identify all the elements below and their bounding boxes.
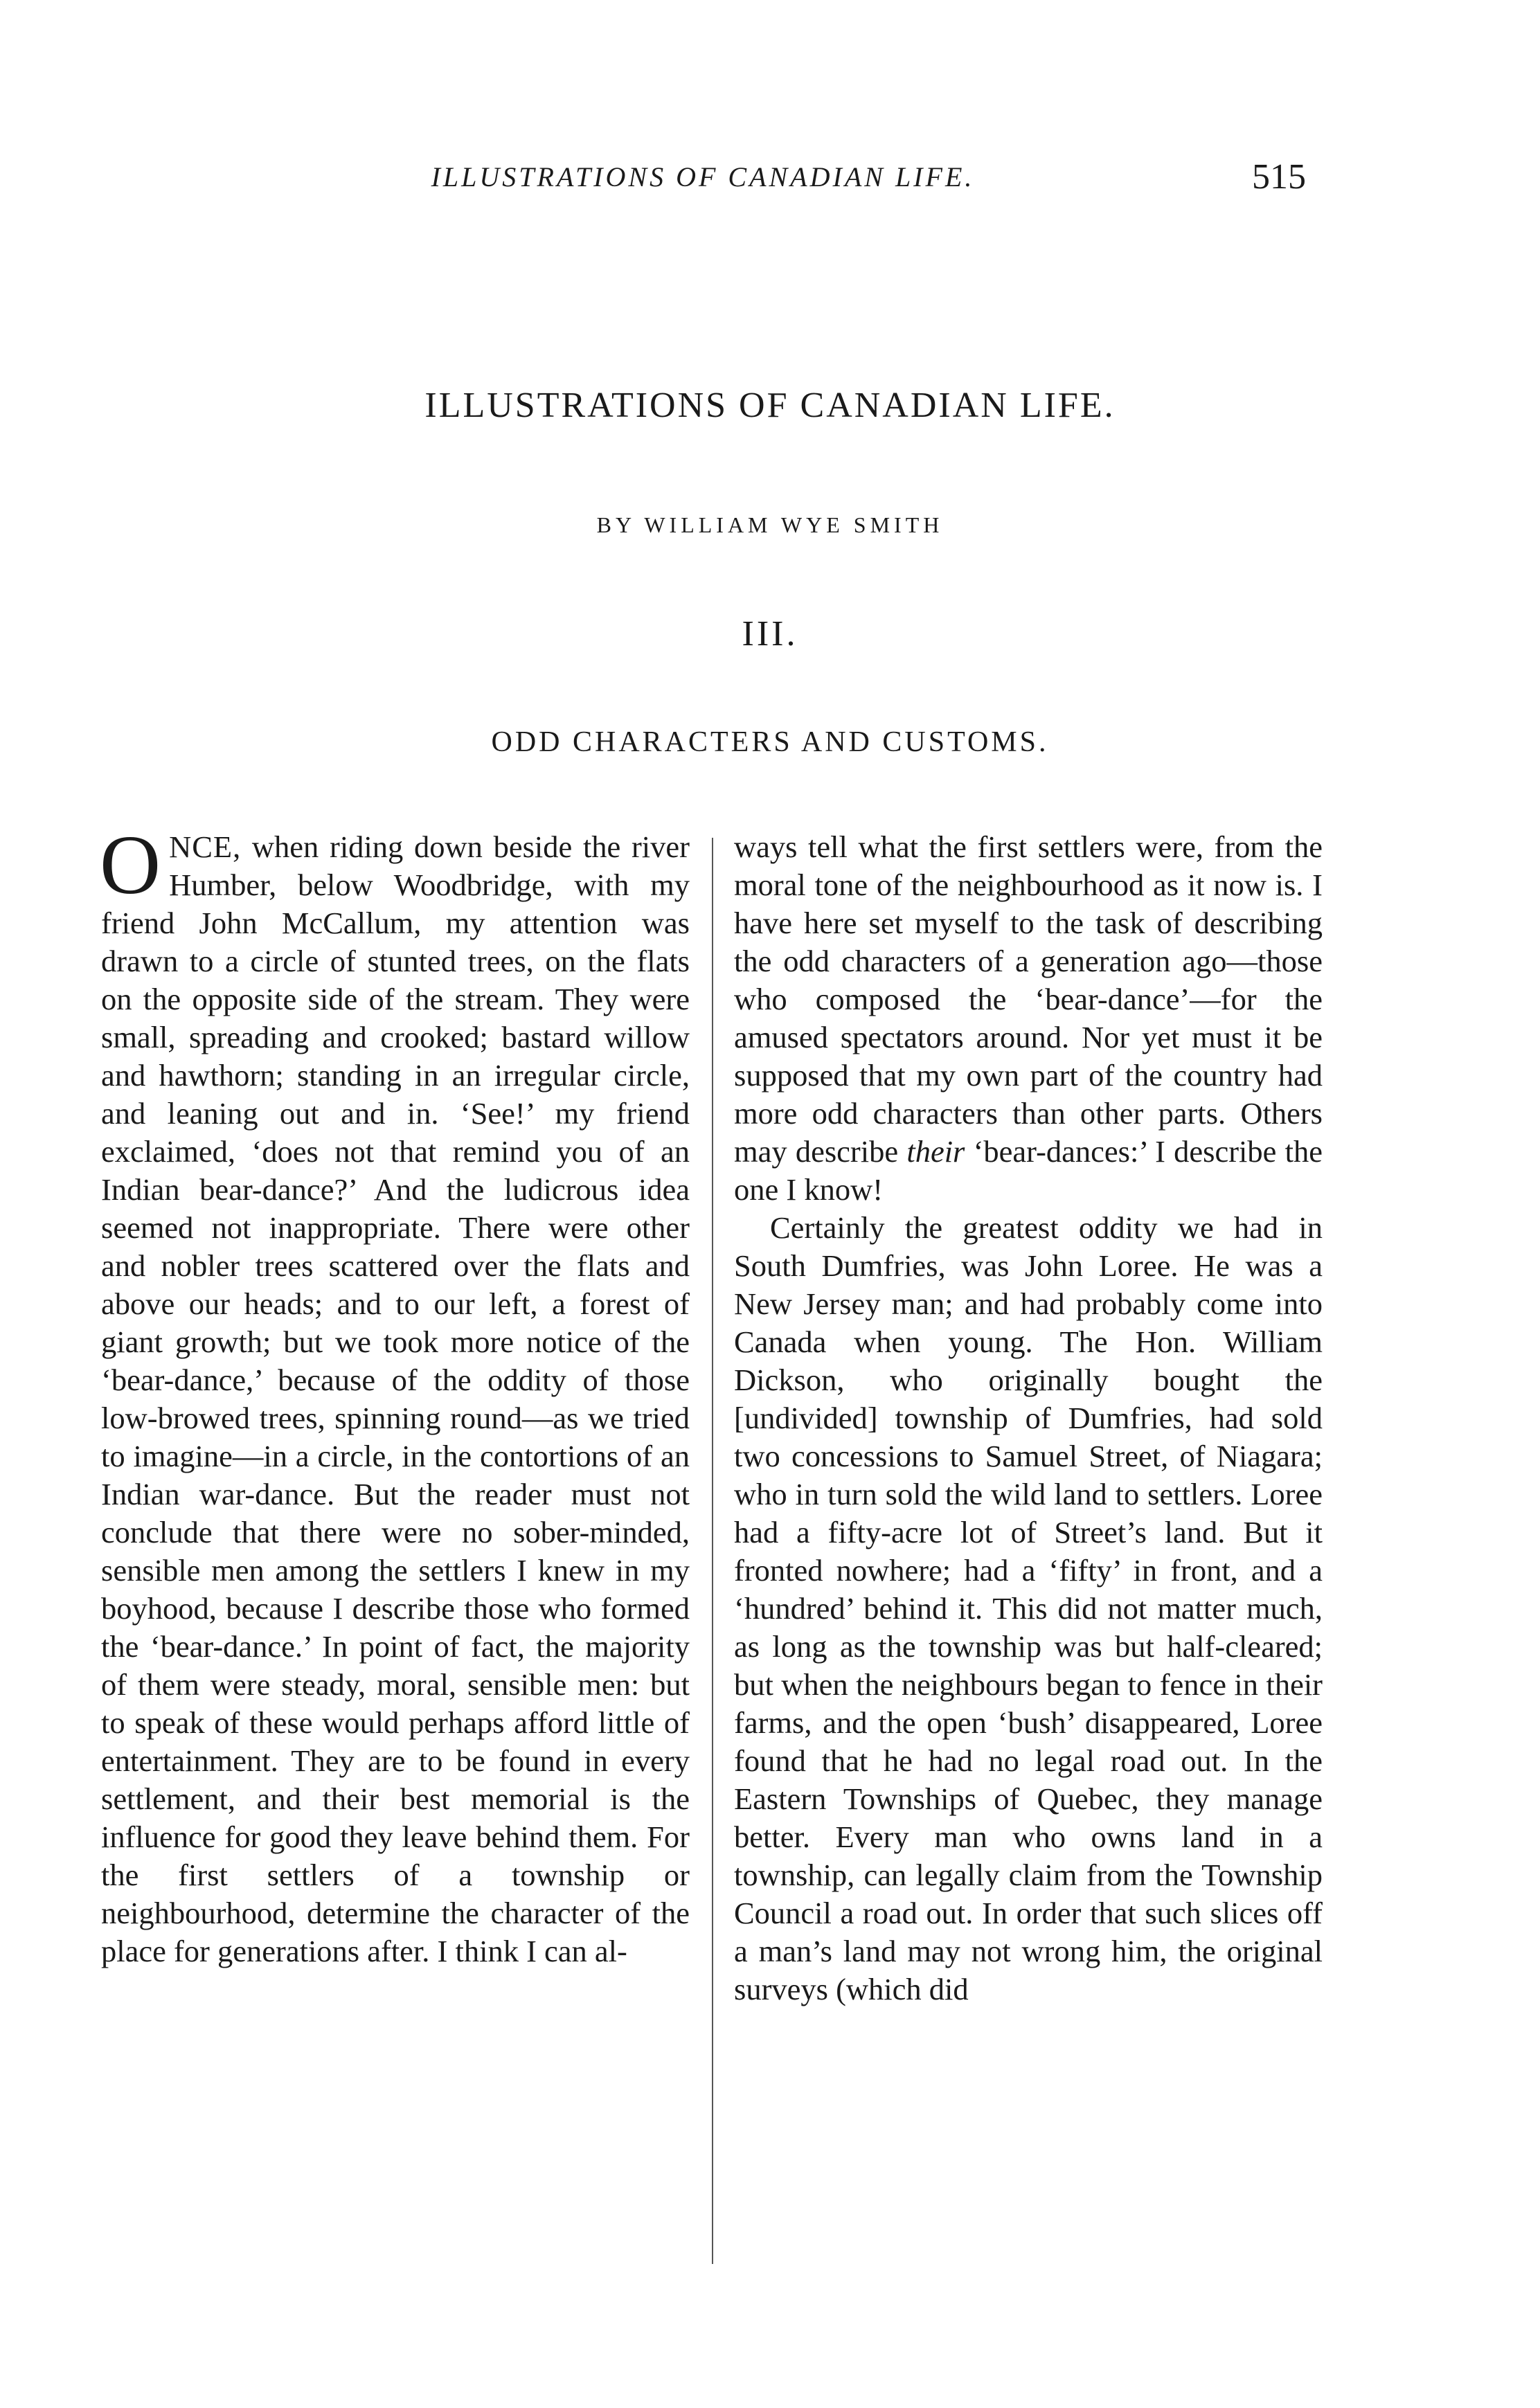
italic-word: their (906, 1134, 965, 1169)
article-title: ILLUSTRATIONS OF CANADIAN LIFE. (424, 386, 1116, 425)
left-column-text: when riding down beside the river Humber, below Woodbridge, with my friend John McCallum, my attention was drawn to a circle of stunted trees, on the flats on the opposite side of the stream. They were small, spreading and crooked; bastard willow and hawthorn; standing in an irregular circle, and leaning out and in. ‘See!’ my friend exclaimed, ‘does not that remind you of an Indian bear-dance?’ And the ludicrous idea seemed not inappropriate. There were other and nobler trees scattered over the flats and above our heads; and to our left, a forest of giant growth; but we took more notice of the ‘bear-dance,’ because of the oddity of those low-browed trees, spinning round—as we tried to imagine—in a circle, in the contortions of an Indian war-dance. But the reader must not conclude that there were no sober-minded, sensible men among the settlers I knew in my boyhood, because I describe those who formed the ‘bear-dance.’ In point of fact, the majority of them were steady, moral, sensible men: but to speak of these would perhaps afford little of entertainment. They are to be found in every settlement, and their best memorial is the influence for good they leave behind them. For the first settlers of a township or neighbourhood, determine the character of the place for generations after. I think I can al- (101, 829, 690, 1968)
page-number: 515 (1252, 157, 1306, 197)
column-divider (712, 838, 713, 2264)
drop-cap: O (100, 818, 161, 912)
paragraph (734, 828, 1323, 1209)
part-number: III. (742, 614, 798, 654)
left-column (100, 818, 690, 1970)
paragraph: Certainly the greatest oddity we had in South Dumfries, was John Loree. He was a New Jersey man; and had probably come into Canada when young. The Hon. William Dickson, who originally bought the [undivided] township of Dumfries, had sold two concessions to Samuel Street, of Niagara; who in turn sold the wild land to settlers. Loree had a fifty-acre lot of Street’s land. But it fronted nowhere; had a ‘fifty’ in front, and a ‘hundred’ behind it. This did not matter much, as long as the township was but half-cleared; but when the neighbours began to fence in their farms, and the open ‘bush’ disappeared, Loree found that he had no legal road out. In the Eastern Townships of Quebec, they manage better. Every man who owns land in a township, can legally claim from the Township Council a road out. In order that such slices off a man’s land may not wrong him, the original surveys (which did (734, 1210, 1323, 2006)
right-column-text-part1: ways tell what the first settlers were, from the moral tone of the neighbourhood as it now is. I have here set myself to the task of describing the odd characters of a generation ago—those who composed the ‘bear-dance’—for the amused spectators around. Nor yet must it be supposed that my own part of the country had more odd characters than other parts. Others may describe (734, 829, 1323, 1169)
first-word: NCE, (169, 829, 242, 864)
paragraph (100, 818, 690, 1970)
article-subtitle: ODD CHARACTERS AND CUSTOMS. (491, 726, 1049, 758)
article-byline: BY WILLIAM WYE SMITH (596, 512, 944, 537)
right-column (734, 828, 1323, 2009)
running-head: ILLUSTRATIONS OF CANADIAN LIFE. (431, 161, 975, 192)
right-column-text-part2: ‘bear-dances:’ I describe the one I know! (734, 1134, 1323, 1207)
